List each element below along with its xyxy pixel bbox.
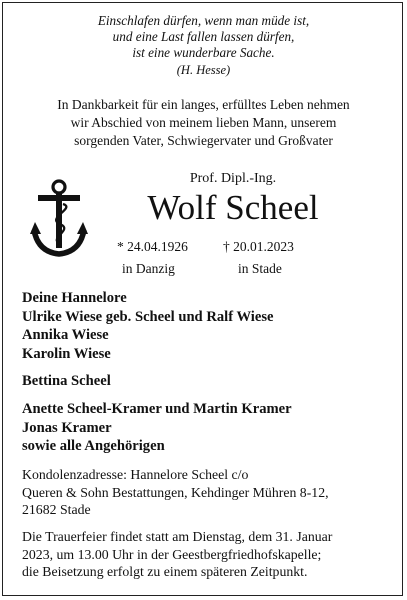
condolence-address xyxy=(22,466,386,519)
mourner-name: Annika Wiese xyxy=(22,327,109,343)
mourners-group-1 xyxy=(22,289,392,363)
service-line: die Beisetzung erfolgt zu einem späteren Zeitpunkt. xyxy=(22,564,308,579)
birth-date: * 24.04.1926 xyxy=(117,239,188,254)
mourners-group-2 xyxy=(22,372,392,391)
deceased-name: Wolf Scheel xyxy=(147,188,319,227)
poem-line: Einschlafen dürfen, wenn man müde ist, xyxy=(97,13,310,28)
service-line: Die Trauerfeier findet statt am Dienstag, dem 31. Januar xyxy=(22,529,333,544)
service-line: 2023, um 13.00 Uhr in der Geestbergfriedhofskapelle; xyxy=(22,546,322,562)
condolence-line: Kondolenzadresse: Hannelore Scheel c/o xyxy=(22,467,249,482)
mourner-name: Deine Hannelore xyxy=(22,290,127,306)
intro-line: In Dankbarkeit für ein langes, erfülltes Leben nehmen xyxy=(57,97,350,112)
deceased-title: Prof. Dipl.-Ing. xyxy=(189,171,277,186)
mourner-name: Ulrike Wiese geb. Scheel und Ralf Wiese xyxy=(22,308,274,325)
intro-line: wir Abschied von meinem lieben Mann, unserem xyxy=(70,115,337,130)
mourner-name: Jonas Kramer xyxy=(22,419,112,436)
anchor-icon xyxy=(30,178,88,258)
death-date: † 20.01.2023 xyxy=(223,239,294,254)
mourner-name: Karolin Wiese xyxy=(22,345,111,362)
intro-text xyxy=(0,96,407,150)
birth-place: in Danzig xyxy=(122,261,175,276)
intro-line: sorgenden Vater, Schwiegervater und Großvater xyxy=(74,133,333,148)
poem-author: (H. Hesse) xyxy=(176,62,231,77)
condolence-line: Queren & Sohn Bestattungen, Kehdinger Mühren 8-12, xyxy=(22,484,329,500)
poem-line: und eine Last fallen lassen dürfen, xyxy=(112,29,295,45)
poem-line: ist eine wunderbare Sache. xyxy=(132,45,275,61)
poem-block xyxy=(0,13,407,78)
mourner-name: Bettina Scheel xyxy=(22,373,111,389)
mourner-name: Anette Scheel-Kramer und Martin Kramer xyxy=(22,401,292,417)
mourner-name: sowie alle Angehörigen xyxy=(22,438,165,454)
condolence-line: 21682 Stade xyxy=(22,502,91,517)
service-info xyxy=(22,528,386,581)
mourners-group-3 xyxy=(22,400,392,456)
death-place: in Stade xyxy=(238,261,282,276)
